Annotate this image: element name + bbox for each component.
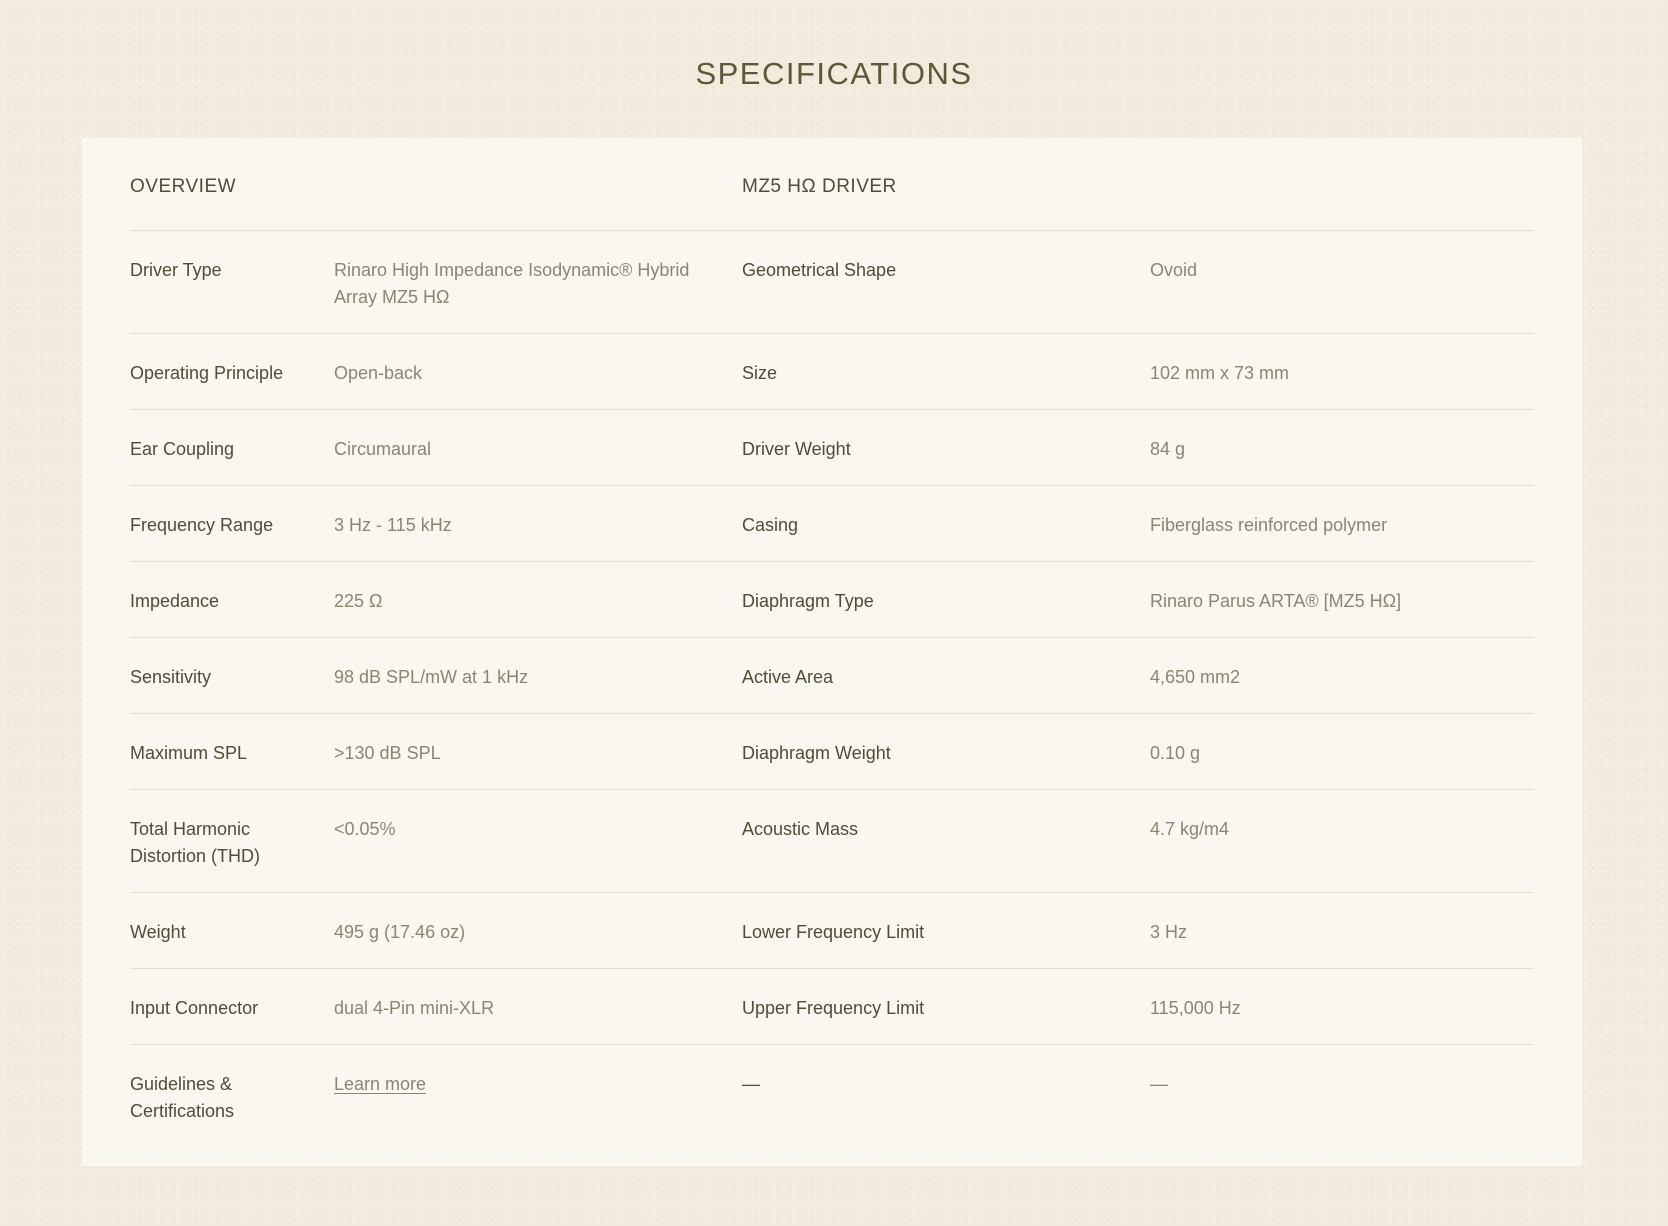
- table-row: [130, 562, 1534, 638]
- spec-value: Circumaural: [334, 410, 742, 486]
- spec-value: 4,650 mm2: [1150, 638, 1534, 714]
- spec-label: Size: [742, 334, 1150, 410]
- spec-label: Ear Coupling: [130, 410, 334, 486]
- spec-label: Diaphragm Type: [742, 562, 1150, 638]
- spec-value: Ovoid: [1150, 231, 1534, 334]
- spec-label: Weight: [130, 893, 334, 969]
- spec-label: Frequency Range: [130, 486, 334, 562]
- table-row: [130, 410, 1534, 486]
- spec-value: >130 dB SPL: [334, 714, 742, 790]
- overview-heading: OVERVIEW: [130, 176, 742, 231]
- learn-more-link[interactable]: Learn more: [334, 1074, 427, 1094]
- spec-label: Acoustic Mass: [742, 790, 1150, 893]
- table-row: [130, 790, 1534, 893]
- spec-label: Total Harmonic Distortion (THD): [130, 790, 334, 893]
- driver-heading: MZ5 HΩ DRIVER: [742, 176, 1534, 231]
- table-row: [130, 714, 1534, 790]
- spec-label: Geometrical Shape: [742, 231, 1150, 334]
- spec-value: 0.10 g: [1150, 714, 1534, 790]
- spec-label: Casing: [742, 486, 1150, 562]
- spec-value: 3 Hz - 115 kHz: [334, 486, 742, 562]
- spec-value: Open-back: [334, 334, 742, 410]
- specifications-table: [130, 176, 1534, 1147]
- spec-label: Active Area: [742, 638, 1150, 714]
- spec-value: 84 g: [1150, 410, 1534, 486]
- spec-value: —: [1150, 1074, 1168, 1094]
- spec-value: 115,000 Hz: [1150, 969, 1534, 1045]
- spec-label: Operating Principle: [130, 334, 334, 410]
- spec-label: Maximum SPL: [130, 714, 334, 790]
- table-row: [130, 334, 1534, 410]
- spec-label: Sensitivity: [130, 638, 334, 714]
- table-row: [130, 638, 1534, 714]
- page-title: SPECIFICATIONS: [695, 56, 973, 91]
- table-row: [130, 1045, 1534, 1148]
- spec-value-cell: [334, 1045, 742, 1148]
- table-row: [130, 969, 1534, 1045]
- spec-label: Diaphragm Weight: [742, 714, 1150, 790]
- spec-label: Driver Weight: [742, 410, 1150, 486]
- spec-value: <0.05%: [334, 790, 742, 893]
- spec-value: 495 g (17.46 oz): [334, 893, 742, 969]
- table-row: [130, 486, 1534, 562]
- spec-label: Lower Frequency Limit: [742, 893, 1150, 969]
- table-row: [130, 893, 1534, 969]
- spec-value: Rinaro Parus ARTA® [MZ5 HΩ]: [1150, 562, 1534, 638]
- spec-value: Rinaro High Impedance Isodynamic® Hybrid Array MZ5 HΩ: [334, 231, 742, 334]
- spec-label: Upper Frequency Limit: [742, 969, 1150, 1045]
- spec-label: Impedance: [130, 562, 334, 638]
- spec-value: 225 Ω: [334, 562, 742, 638]
- spec-label: Guidelines & Certifications: [130, 1074, 235, 1121]
- spec-value: 4.7 kg/m4: [1150, 790, 1534, 893]
- table-header-row: [130, 176, 1534, 231]
- spec-label: —: [742, 1074, 760, 1094]
- spec-label: Input Connector: [130, 969, 334, 1045]
- spec-value: 3 Hz: [1150, 893, 1534, 969]
- spec-value: dual 4-Pin mini-XLR: [334, 969, 742, 1045]
- spec-value: 98 dB SPL/mW at 1 kHz: [334, 638, 742, 714]
- spec-value: 102 mm x 73 mm: [1150, 334, 1534, 410]
- spec-value: Fiberglass reinforced polymer: [1150, 486, 1534, 562]
- table-row: [130, 231, 1534, 334]
- spec-label: Driver Type: [130, 231, 334, 334]
- specifications-card: [82, 138, 1582, 1166]
